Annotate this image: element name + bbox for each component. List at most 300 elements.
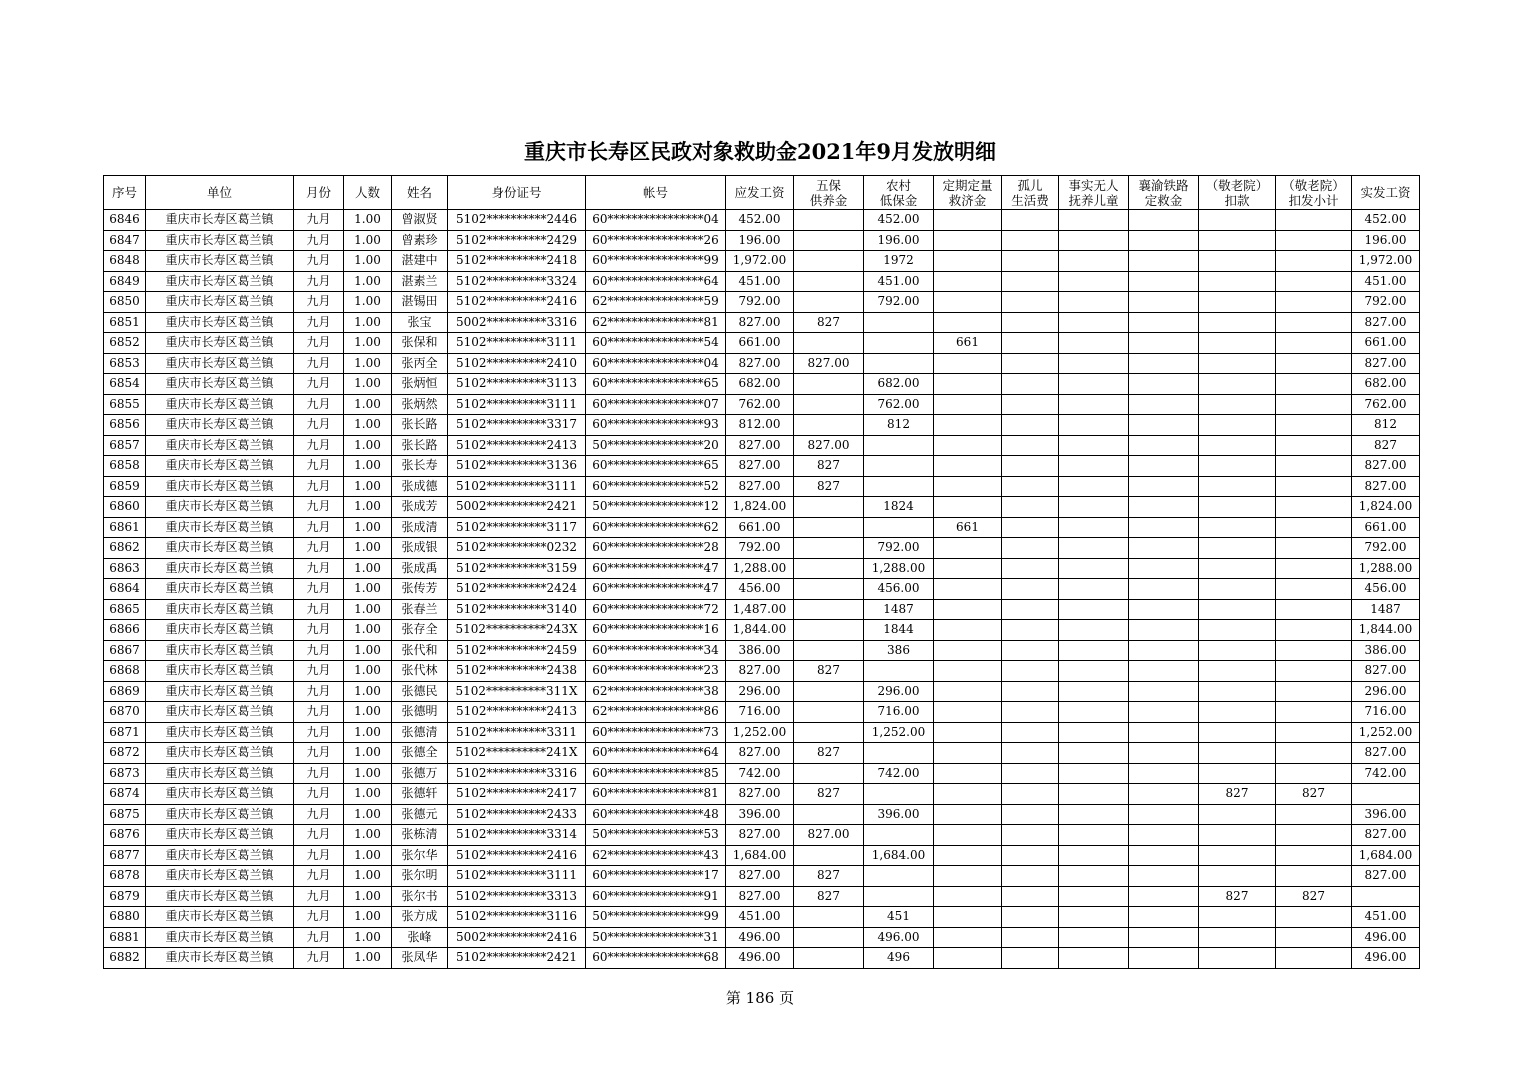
table-cell: 6861 xyxy=(104,517,146,538)
table-cell: 827 xyxy=(1199,886,1276,907)
table-cell xyxy=(864,353,934,374)
table-cell xyxy=(1059,456,1129,477)
column-header: 实发工资 xyxy=(1352,176,1420,210)
table-cell: 792.00 xyxy=(1352,538,1420,559)
table-cell xyxy=(1276,579,1352,600)
table-cell xyxy=(1002,333,1059,354)
table-cell: 827.00 xyxy=(1352,743,1420,764)
table-cell: 5102**********3111 xyxy=(448,476,586,497)
column-header: 五保 供养金 xyxy=(794,176,864,210)
table-cell: 6855 xyxy=(104,394,146,415)
table-cell xyxy=(1276,353,1352,374)
table-cell: 重庆市长寿区葛兰镇 xyxy=(146,353,294,374)
table-cell xyxy=(1199,599,1276,620)
table-cell xyxy=(794,394,864,415)
table-cell: 827 xyxy=(794,784,864,805)
table-row xyxy=(104,681,1420,702)
table-cell: 716.00 xyxy=(864,702,934,723)
table-cell: 1.00 xyxy=(344,722,392,743)
table-cell xyxy=(934,681,1002,702)
table-cell: 6869 xyxy=(104,681,146,702)
table-cell: 张成禹 xyxy=(392,558,448,579)
table-cell: 1.00 xyxy=(344,927,392,948)
table-cell xyxy=(1276,927,1352,948)
table-row xyxy=(104,435,1420,456)
table-cell xyxy=(1276,435,1352,456)
table-cell: 827.00 xyxy=(1352,353,1420,374)
table-cell xyxy=(794,907,864,928)
table-cell xyxy=(1129,579,1199,600)
table-cell xyxy=(1059,497,1129,518)
table-cell xyxy=(934,312,1002,333)
table-cell: 5102**********3111 xyxy=(448,333,586,354)
table-row xyxy=(104,497,1420,518)
table-cell xyxy=(1002,620,1059,641)
table-cell: 6847 xyxy=(104,230,146,251)
table-cell xyxy=(1276,538,1352,559)
table-cell: 1,684.00 xyxy=(1352,845,1420,866)
table-cell: 762.00 xyxy=(864,394,934,415)
table-cell: 张春兰 xyxy=(392,599,448,620)
table-cell xyxy=(934,845,1002,866)
table-cell xyxy=(1129,538,1199,559)
table-cell: 九月 xyxy=(294,230,344,251)
table-cell: 张德清 xyxy=(392,722,448,743)
table-cell xyxy=(1059,538,1129,559)
table-cell xyxy=(1276,558,1352,579)
table-row xyxy=(104,661,1420,682)
table-cell xyxy=(1002,210,1059,231)
table-cell: 5102**********243X xyxy=(448,620,586,641)
table-cell xyxy=(1002,743,1059,764)
table-cell xyxy=(1002,230,1059,251)
table-cell: 827.00 xyxy=(726,456,794,477)
table-cell: 重庆市长寿区葛兰镇 xyxy=(146,702,294,723)
table-cell: 重庆市长寿区葛兰镇 xyxy=(146,620,294,641)
table-cell xyxy=(794,763,864,784)
table-cell: 重庆市长寿区葛兰镇 xyxy=(146,415,294,436)
table-cell xyxy=(1002,722,1059,743)
table-cell xyxy=(1129,907,1199,928)
table-cell: 张凤华 xyxy=(392,948,448,969)
table-cell: 496.00 xyxy=(726,927,794,948)
table-cell: 1.00 xyxy=(344,886,392,907)
table-cell: 496.00 xyxy=(1352,927,1420,948)
table-cell: 60****************85 xyxy=(586,763,726,784)
table-cell xyxy=(934,763,1002,784)
table-cell: 张长寿 xyxy=(392,456,448,477)
table-cell: 62****************81 xyxy=(586,312,726,333)
table-cell xyxy=(1199,415,1276,436)
table-cell xyxy=(934,415,1002,436)
table-cell xyxy=(934,927,1002,948)
table-cell: 60****************07 xyxy=(586,394,726,415)
table-cell: 1.00 xyxy=(344,435,392,456)
table-cell: 重庆市长寿区葛兰镇 xyxy=(146,476,294,497)
table-cell xyxy=(1059,927,1129,948)
table-cell xyxy=(934,866,1002,887)
table-cell: 5002**********3316 xyxy=(448,312,586,333)
table-cell xyxy=(1199,825,1276,846)
table-cell xyxy=(864,476,934,497)
table-cell: 湛素兰 xyxy=(392,271,448,292)
table-cell: 重庆市长寿区葛兰镇 xyxy=(146,845,294,866)
table-cell: 九月 xyxy=(294,599,344,620)
table-cell: 5102**********3116 xyxy=(448,907,586,928)
table-cell: 60****************72 xyxy=(586,599,726,620)
table-row xyxy=(104,907,1420,928)
table-cell: 452.00 xyxy=(726,210,794,231)
table-cell xyxy=(794,804,864,825)
table-cell xyxy=(1059,312,1129,333)
table-cell xyxy=(1276,456,1352,477)
table-cell: 1.00 xyxy=(344,558,392,579)
table-cell: 60****************93 xyxy=(586,415,726,436)
column-header: 身份证号 xyxy=(448,176,586,210)
table-cell: 张宝 xyxy=(392,312,448,333)
table-cell: 60****************47 xyxy=(586,558,726,579)
table-cell: 张方成 xyxy=(392,907,448,928)
table-cell: 张长路 xyxy=(392,415,448,436)
table-cell: 湛建中 xyxy=(392,251,448,272)
table-cell: 5102**********3136 xyxy=(448,456,586,477)
table-cell: 661.00 xyxy=(726,333,794,354)
table-cell: 5102**********3311 xyxy=(448,722,586,743)
table-cell xyxy=(1129,394,1199,415)
table-cell: 60****************99 xyxy=(586,251,726,272)
table-cell: 827.00 xyxy=(1352,825,1420,846)
table-cell: 5102**********2438 xyxy=(448,661,586,682)
table-cell: 60****************17 xyxy=(586,866,726,887)
table-cell: 827.00 xyxy=(726,743,794,764)
table-cell xyxy=(794,415,864,436)
table-cell xyxy=(934,784,1002,805)
table-cell: 张德元 xyxy=(392,804,448,825)
table-cell xyxy=(864,784,934,805)
table-cell xyxy=(1129,743,1199,764)
table-cell: 6864 xyxy=(104,579,146,600)
table-cell xyxy=(1129,312,1199,333)
table-cell xyxy=(934,620,1002,641)
table-cell: 50****************20 xyxy=(586,435,726,456)
table-cell xyxy=(1199,456,1276,477)
table-cell: 5102**********2421 xyxy=(448,948,586,969)
table-cell: 张代和 xyxy=(392,640,448,661)
column-header: 帐号 xyxy=(586,176,726,210)
table-cell: 6882 xyxy=(104,948,146,969)
table-cell: 1,972.00 xyxy=(1352,251,1420,272)
table-cell xyxy=(794,333,864,354)
table-cell: 296.00 xyxy=(864,681,934,702)
table-cell: 重庆市长寿区葛兰镇 xyxy=(146,722,294,743)
table-cell: 827.00 xyxy=(726,476,794,497)
table-row xyxy=(104,271,1420,292)
table-cell: 6878 xyxy=(104,866,146,887)
table-cell: 1.00 xyxy=(344,415,392,436)
table-cell: 6866 xyxy=(104,620,146,641)
table-cell: 张丙全 xyxy=(392,353,448,374)
table-cell xyxy=(934,374,1002,395)
table-row xyxy=(104,558,1420,579)
table-cell xyxy=(1002,558,1059,579)
table-cell xyxy=(1002,476,1059,497)
table-cell: 5102**********3316 xyxy=(448,763,586,784)
table-cell: 60****************64 xyxy=(586,271,726,292)
table-cell: 九月 xyxy=(294,784,344,805)
table-cell: 452.00 xyxy=(864,210,934,231)
table-cell xyxy=(1002,456,1059,477)
table-cell xyxy=(1059,374,1129,395)
table-cell: 827.00 xyxy=(726,661,794,682)
table-cell: 5102**********3113 xyxy=(448,374,586,395)
table-row xyxy=(104,517,1420,538)
table-cell: 张德全 xyxy=(392,743,448,764)
table-cell xyxy=(1002,374,1059,395)
table-cell: 张成清 xyxy=(392,517,448,538)
table-cell: 661 xyxy=(934,333,1002,354)
table-header-row xyxy=(104,176,1420,210)
table-cell: 60****************81 xyxy=(586,784,726,805)
column-header: 孤儿 生活费 xyxy=(1002,176,1059,210)
table-cell xyxy=(1002,497,1059,518)
table-cell: 451.00 xyxy=(726,271,794,292)
table-cell xyxy=(1059,476,1129,497)
table-cell: 重庆市长寿区葛兰镇 xyxy=(146,907,294,928)
table-cell xyxy=(1276,476,1352,497)
table-cell: 6872 xyxy=(104,743,146,764)
table-cell: 张成银 xyxy=(392,538,448,559)
table-cell: 张尔华 xyxy=(392,845,448,866)
table-cell: 60****************91 xyxy=(586,886,726,907)
table-cell: 6863 xyxy=(104,558,146,579)
table-cell: 1487 xyxy=(1352,599,1420,620)
table-cell: 重庆市长寿区葛兰镇 xyxy=(146,804,294,825)
table-cell: 792.00 xyxy=(1352,292,1420,313)
table-cell xyxy=(1199,845,1276,866)
table-cell: 762.00 xyxy=(726,394,794,415)
table-cell: 792.00 xyxy=(864,292,934,313)
table-cell xyxy=(1276,722,1352,743)
table-cell: 1.00 xyxy=(344,456,392,477)
table-cell: 九月 xyxy=(294,804,344,825)
table-row xyxy=(104,230,1420,251)
table-cell xyxy=(934,435,1002,456)
table-cell xyxy=(1002,763,1059,784)
table-cell: 60****************04 xyxy=(586,353,726,374)
table-cell: 1,288.00 xyxy=(726,558,794,579)
table-cell: 6873 xyxy=(104,763,146,784)
table-cell: 九月 xyxy=(294,579,344,600)
table-cell xyxy=(934,394,1002,415)
table-cell xyxy=(1002,251,1059,272)
table-cell: 1,824.00 xyxy=(1352,497,1420,518)
table-cell: 曾素珍 xyxy=(392,230,448,251)
table-cell: 重庆市长寿区葛兰镇 xyxy=(146,456,294,477)
table-cell xyxy=(1002,271,1059,292)
table-cell: 重庆市长寿区葛兰镇 xyxy=(146,394,294,415)
table-cell: 5102**********2429 xyxy=(448,230,586,251)
table-cell xyxy=(1129,722,1199,743)
table-cell xyxy=(1002,702,1059,723)
table-cell: 827.00 xyxy=(1352,312,1420,333)
table-cell xyxy=(1002,804,1059,825)
table-cell xyxy=(1199,292,1276,313)
table-row xyxy=(104,927,1420,948)
table-cell: 张尔明 xyxy=(392,866,448,887)
table-cell: 742.00 xyxy=(1352,763,1420,784)
table-cell: 5102**********3314 xyxy=(448,825,586,846)
table-cell: 重庆市长寿区葛兰镇 xyxy=(146,558,294,579)
table-cell xyxy=(934,722,1002,743)
table-cell: 5102**********2418 xyxy=(448,251,586,272)
table-cell: 827.00 xyxy=(726,866,794,887)
table-row xyxy=(104,538,1420,559)
table-cell xyxy=(1199,681,1276,702)
table-row xyxy=(104,579,1420,600)
table-cell: 196.00 xyxy=(726,230,794,251)
table-cell xyxy=(794,620,864,641)
table-cell: 50****************12 xyxy=(586,497,726,518)
table-row xyxy=(104,784,1420,805)
table-cell: 张成德 xyxy=(392,476,448,497)
table-cell: 九月 xyxy=(294,661,344,682)
table-cell: 九月 xyxy=(294,353,344,374)
table-cell: 827.00 xyxy=(794,825,864,846)
table-cell xyxy=(1276,702,1352,723)
table-cell xyxy=(934,251,1002,272)
table-cell xyxy=(1199,497,1276,518)
table-cell: 重庆市长寿区葛兰镇 xyxy=(146,210,294,231)
table-cell xyxy=(1276,415,1352,436)
table-cell xyxy=(1059,866,1129,887)
table-cell: 1844 xyxy=(864,620,934,641)
table-cell: 496.00 xyxy=(726,948,794,969)
table-cell xyxy=(1129,497,1199,518)
table-cell: 1.00 xyxy=(344,353,392,374)
table-row xyxy=(104,825,1420,846)
table-cell: 827.00 xyxy=(794,435,864,456)
table-cell: 6857 xyxy=(104,435,146,456)
table-cell xyxy=(1059,907,1129,928)
table-cell xyxy=(934,886,1002,907)
table-cell: 827 xyxy=(794,456,864,477)
table-cell: 重庆市长寿区葛兰镇 xyxy=(146,435,294,456)
table-cell xyxy=(864,661,934,682)
table-cell: 827 xyxy=(1276,886,1352,907)
table-cell: 6848 xyxy=(104,251,146,272)
table-cell xyxy=(794,579,864,600)
table-cell: 827.00 xyxy=(1352,866,1420,887)
table-cell xyxy=(1199,579,1276,600)
table-cell: 1.00 xyxy=(344,230,392,251)
table-cell xyxy=(1002,661,1059,682)
table-cell: 张炳然 xyxy=(392,394,448,415)
table-cell xyxy=(1276,825,1352,846)
table-row xyxy=(104,845,1420,866)
table-row xyxy=(104,374,1420,395)
table-cell xyxy=(1276,292,1352,313)
table-cell xyxy=(1059,251,1129,272)
table-cell: 60****************48 xyxy=(586,804,726,825)
table-cell: 827 xyxy=(1276,784,1352,805)
table-cell xyxy=(1129,517,1199,538)
table-cell xyxy=(1199,866,1276,887)
table-cell: 451.00 xyxy=(1352,907,1420,928)
table-cell: 60****************16 xyxy=(586,620,726,641)
table-cell: 九月 xyxy=(294,435,344,456)
table-cell: 60****************28 xyxy=(586,538,726,559)
table-cell xyxy=(1059,845,1129,866)
table-cell: 九月 xyxy=(294,538,344,559)
table-cell xyxy=(794,538,864,559)
table-cell: 827.00 xyxy=(726,353,794,374)
table-cell: 九月 xyxy=(294,620,344,641)
table-cell: 张德民 xyxy=(392,681,448,702)
table-cell: 张传芳 xyxy=(392,579,448,600)
table-cell xyxy=(1002,927,1059,948)
table-cell xyxy=(1129,681,1199,702)
table-cell xyxy=(1002,866,1059,887)
table-cell xyxy=(1002,948,1059,969)
table-cell: 827 xyxy=(794,476,864,497)
table-cell xyxy=(1059,230,1129,251)
table-cell: 451.00 xyxy=(864,271,934,292)
table-cell xyxy=(934,661,1002,682)
table-cell: 九月 xyxy=(294,722,344,743)
table-cell: 重庆市长寿区葛兰镇 xyxy=(146,948,294,969)
table-cell: 496.00 xyxy=(1352,948,1420,969)
table-cell: 1,288.00 xyxy=(1352,558,1420,579)
table-cell xyxy=(794,927,864,948)
table-cell: 1,487.00 xyxy=(726,599,794,620)
table-row xyxy=(104,476,1420,497)
table-cell xyxy=(1129,784,1199,805)
table-cell xyxy=(1002,538,1059,559)
table-cell xyxy=(1276,599,1352,620)
table-cell xyxy=(1059,804,1129,825)
table-cell: 62****************59 xyxy=(586,292,726,313)
table-cell xyxy=(1199,333,1276,354)
table-cell: 396.00 xyxy=(864,804,934,825)
table-cell xyxy=(1129,927,1199,948)
table-cell xyxy=(794,845,864,866)
table-cell: 5102**********3313 xyxy=(448,886,586,907)
table-cell: 296.00 xyxy=(726,681,794,702)
table-cell: 重庆市长寿区葛兰镇 xyxy=(146,374,294,395)
table-cell: 6870 xyxy=(104,702,146,723)
table-cell xyxy=(1059,435,1129,456)
table-cell: 661.00 xyxy=(726,517,794,538)
table-cell: 812.00 xyxy=(726,415,794,436)
table-cell xyxy=(1199,948,1276,969)
table-cell xyxy=(1059,210,1129,231)
table-row xyxy=(104,886,1420,907)
table-cell xyxy=(1059,620,1129,641)
table-cell: 792.00 xyxy=(864,538,934,559)
table-cell xyxy=(1276,763,1352,784)
table-cell: 1,824.00 xyxy=(726,497,794,518)
table-cell xyxy=(1059,948,1129,969)
table-cell: 5102**********3140 xyxy=(448,599,586,620)
table-row xyxy=(104,722,1420,743)
column-header: 襄渝铁路 定救金 xyxy=(1129,176,1199,210)
table-cell: 重庆市长寿区葛兰镇 xyxy=(146,497,294,518)
table-cell: 重庆市长寿区葛兰镇 xyxy=(146,763,294,784)
table-cell xyxy=(1276,210,1352,231)
column-header: （敬老院） 扣款 xyxy=(1199,176,1276,210)
table-cell: 九月 xyxy=(294,845,344,866)
table-cell: 812 xyxy=(1352,415,1420,436)
